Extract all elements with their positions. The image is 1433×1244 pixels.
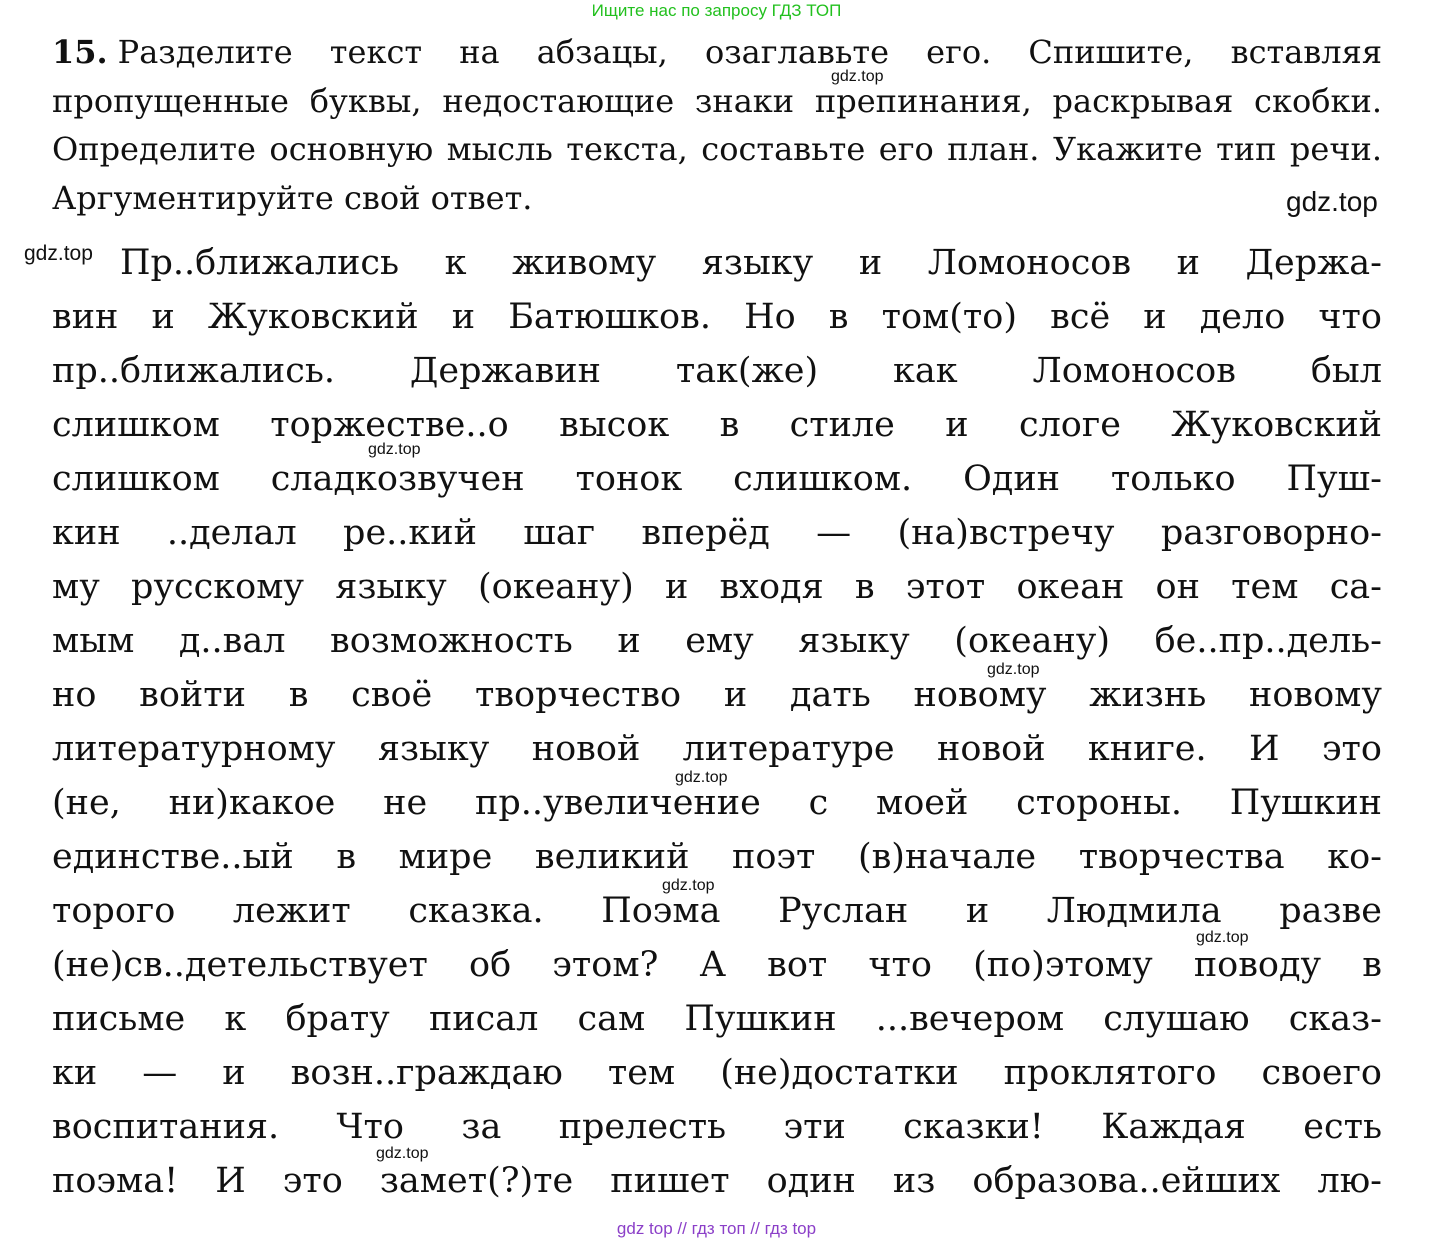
watermark: gdz.top bbox=[24, 242, 93, 265]
passage-line: вин и Жуковский и Батюшков. Но в том(то) всё и дело что bbox=[52, 297, 1382, 337]
passage-line: единстве..ый в мире великий поэт (в)начале творчества ко- bbox=[52, 837, 1382, 877]
passage-line: кин ..делал ре..кий шаг вперёд — (на)встречу разговорно- bbox=[52, 513, 1382, 553]
passage-line: литературному языку новой литературе новой книге. И это bbox=[52, 729, 1382, 769]
passage-line: слишком торжестве..о высок в стиле и слоге Жуковский bbox=[52, 405, 1382, 445]
task-instruction-block bbox=[52, 28, 1382, 222]
passage-line: но войти в своё творчество и дать новому жизнь новому bbox=[52, 675, 1382, 715]
passage-line: му русскому языку (океану) и входя в этот океан он тем са- bbox=[52, 567, 1382, 607]
watermark: gdz.top bbox=[368, 441, 421, 458]
passage-line: воспитания. Что за прелесть эти сказки! Каждая есть bbox=[52, 1107, 1382, 1147]
watermark: gdz.top bbox=[987, 661, 1040, 678]
task-number: 15. bbox=[52, 33, 108, 71]
passage-line: торого лежит сказка. Поэма Руслан и Людмила разве bbox=[52, 891, 1382, 931]
watermark: gdz.top bbox=[831, 68, 884, 85]
watermark: gdz.top bbox=[376, 1145, 429, 1162]
passage-line: пр..ближались. Державин так(же) как Ломоносов был bbox=[52, 351, 1382, 391]
passage-line: Пр..ближались к живому языку и Ломоносов и Держа- bbox=[120, 243, 1382, 283]
passage-line: ки — и возн..граждаю тем (не)достатки проклятого своего bbox=[52, 1053, 1382, 1093]
watermark: gdz.top bbox=[1286, 186, 1378, 217]
passage-line: письме к брату писал сам Пушкин ...вечером слушаю сказ- bbox=[52, 999, 1382, 1039]
task-instruction: Разделите текст на абзацы, озаглавьте его. Спишите, вставляя пропущенные буквы, недостающие знаки препинания, раскрывая скобки. Определите основную мысль текста, составьте его план. Укажите тип речи. Аргументируйте свой ответ. bbox=[52, 33, 1382, 217]
passage-line: поэма! И это замет(?)те пишет один из образова..ейших лю- bbox=[52, 1161, 1382, 1201]
top-banner: Ищите нас по запросу ГДЗ ТОП bbox=[591, 1, 842, 20]
passage-line: (не)св..детельствует об этом? А вот что (по)этому поводу в bbox=[52, 945, 1382, 985]
passage-line: слишком сладкозвучен тонок слишком. Один только Пуш- bbox=[52, 459, 1382, 499]
exercise-passage bbox=[52, 236, 1382, 1208]
watermark: gdz.top bbox=[675, 769, 728, 786]
passage-line: (не, ни)какое не пр..увеличение с моей стороны. Пушкин bbox=[52, 783, 1382, 823]
passage-line: мым д..вал возможность и ему языку (океану) бе..пр..дель- bbox=[52, 621, 1382, 661]
watermark: gdz.top bbox=[662, 877, 715, 894]
footer-links[interactable]: gdz top // гдз топ // гдз top bbox=[616, 1219, 817, 1238]
watermark: gdz.top bbox=[1196, 929, 1249, 946]
